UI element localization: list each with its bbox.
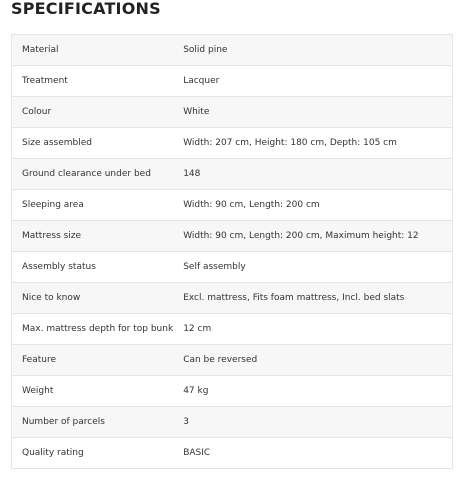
spec-value-number-of-parcels: 3	[173, 407, 452, 438]
spec-label-nice-to-know: Nice to know	[12, 283, 174, 314]
table-row	[12, 35, 453, 66]
spec-label-sleeping-area: Sleeping area	[12, 190, 174, 221]
spec-label-treatment: Treatment	[12, 66, 174, 97]
spec-value-colour: White	[173, 97, 452, 128]
table-row	[12, 190, 453, 221]
specifications-table	[11, 34, 453, 469]
spec-label-material: Material	[12, 35, 174, 66]
table-row	[12, 376, 453, 407]
spec-label-ground-clearance: Ground clearance under bed	[12, 159, 174, 190]
spec-value-treatment: Lacquer	[173, 66, 452, 97]
spec-value-material: Solid pine	[173, 35, 452, 66]
table-row	[12, 252, 453, 283]
spec-label-feature: Feature	[12, 345, 174, 376]
spec-value-ground-clearance: 148	[173, 159, 452, 190]
spec-value-max-mattress-depth: 12 cm	[173, 314, 452, 345]
table-row	[12, 97, 453, 128]
table-row	[12, 66, 453, 97]
table-row	[12, 407, 453, 438]
table-row	[12, 283, 453, 314]
spec-label-colour: Colour	[12, 97, 174, 128]
spec-label-assembly-status: Assembly status	[12, 252, 174, 283]
spec-label-size-assembled: Size assembled	[12, 128, 174, 159]
spec-label-quality-rating: Quality rating	[12, 438, 174, 469]
spec-value-assembly-status: Self assembly	[173, 252, 452, 283]
table-row	[12, 314, 453, 345]
page-title: SPECIFICATIONS	[11, 0, 161, 18]
spec-value-size-assembled: Width: 207 cm, Height: 180 cm, Depth: 105 cm	[173, 128, 452, 159]
spec-value-feature: Can be reversed	[173, 345, 452, 376]
spec-label-mattress-size: Mattress size	[12, 221, 174, 252]
spec-value-sleeping-area: Width: 90 cm, Length: 200 cm	[173, 190, 452, 221]
spec-label-number-of-parcels: Number of parcels	[12, 407, 174, 438]
spec-label-max-mattress-depth: Max. mattress depth for top bunk	[12, 314, 174, 345]
table-row	[12, 128, 453, 159]
spec-value-mattress-size: Width: 90 cm, Length: 200 cm, Maximum height: 12	[173, 221, 452, 252]
spec-value-weight: 47 kg	[173, 376, 452, 407]
table-row	[12, 438, 453, 469]
table-row	[12, 159, 453, 190]
table-row	[12, 345, 453, 376]
spec-value-nice-to-know: Excl. mattress, Fits foam mattress, Incl. bed slats	[173, 283, 452, 314]
table-row	[12, 221, 453, 252]
spec-value-quality-rating: BASIC	[173, 438, 452, 469]
spec-label-weight: Weight	[12, 376, 174, 407]
